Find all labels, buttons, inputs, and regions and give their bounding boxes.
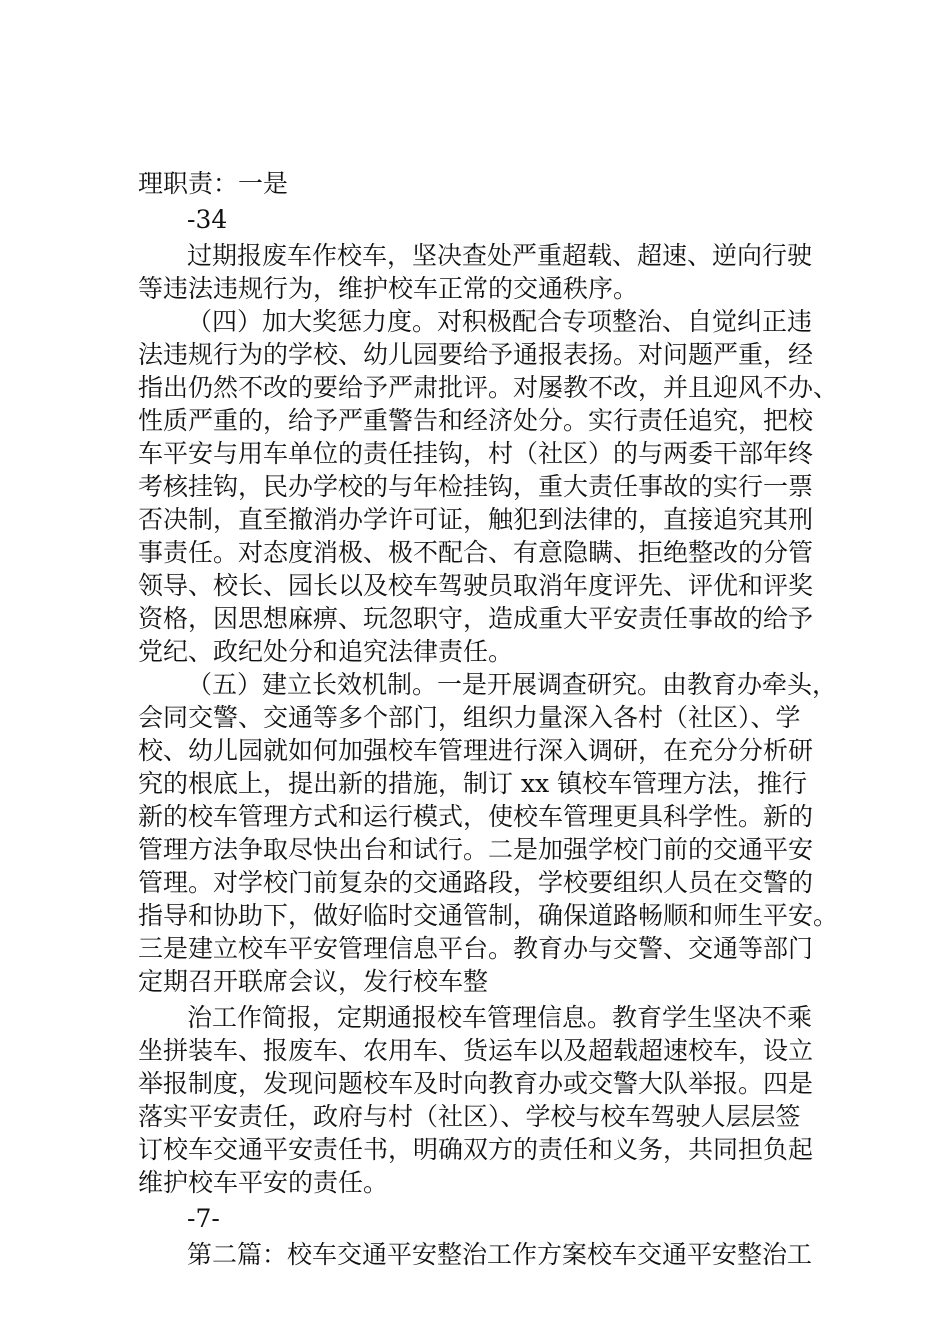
- text-line: 校、幼儿园就如何加强校车管理进行深入调研，在充分分析研: [138, 736, 814, 765]
- text-line: 指出仍然不改的要给予严肃批评。对屡教不改，并且迎风不办、: [138, 373, 839, 402]
- text-line: 事责任。对态度消极、极不配合、有意隐瞒、拒绝整改的分管: [138, 538, 814, 567]
- text-line: 党纪、政纪处分和追究法律责任。: [138, 637, 514, 666]
- text-line: 过期报废车作校车，坚决查处严重超载、超速、逆向行驶: [187, 241, 813, 270]
- text-line: 究的根底上，提出新的措施，制订 xx 镇校车管理方法，推行: [138, 769, 808, 798]
- text-line: 否决制，直至撤消办学许可证，触犯到法律的，直接追究其刑: [138, 505, 814, 534]
- text-line: 定期召开联席会议，发行校车整: [138, 967, 489, 996]
- section-title-line: 第二篇：校车交通平安整治工作方案校车交通平安整治工: [187, 1240, 813, 1269]
- text-line: 三是建立校车平安管理信息平台。教育办与交警、交通等部门: [138, 934, 814, 963]
- text-line: 等违法违规行为，维护校车正常的交通秩序。: [138, 274, 639, 303]
- text-line: 性质严重的，给予严重警告和经济处分。实行责任追究，把校: [138, 406, 814, 435]
- text-line: 坐拼装车、报废车、农用车、货运车以及超载超速校车，设立: [138, 1036, 814, 1065]
- text-line: 举报制度，发现问题校车及时向教育办或交警大队举报。四是: [138, 1069, 814, 1098]
- text-line: 维护校车平安的责任。: [138, 1168, 389, 1197]
- paragraph-heading-line: （五）建立长效机制。一是开展调查研究。由教育办牵头，: [187, 670, 838, 699]
- text-line: 理职责：一是: [138, 169, 289, 198]
- text-line: 法违规行为的学校、幼儿园要给予通报表扬。对问题严重，经: [138, 340, 814, 369]
- text-line: 领导、校长、园长以及校车驾驶员取消年度评先、评优和评奖: [138, 571, 814, 600]
- page-number: -7-: [187, 1204, 220, 1233]
- text-line: 会同交警、交通等多个部门，组织力量深入各村（社区）、学: [138, 703, 801, 732]
- paragraph-heading-line: （四）加大奖惩力度。对积极配合专项整治、自觉纠正违: [187, 307, 813, 336]
- text-line: 考核挂钩，民办学校的与年检挂钩，重大责任事故的实行一票: [138, 472, 814, 501]
- page-number: -34: [187, 205, 228, 234]
- text-line: 订校车交通平安责任书，明确双方的责任和义务，共同担负起: [138, 1135, 814, 1164]
- text-line: 治工作简报，定期通报校车管理信息。教育学生坚决不乘: [187, 1003, 813, 1032]
- text-line: 资格，因思想麻痹、玩忽职守，造成重大平安责任事故的给予: [138, 604, 814, 633]
- text-line: 管理。对学校门前复杂的交通路段，学校要组织人员在交警的: [138, 868, 814, 897]
- text-line: 车平安与用车单位的责任挂钩，村（社区）的与两委干部年终: [138, 439, 814, 468]
- text-line: 新的校车管理方式和运行模式，使校车管理更具科学性。新的: [138, 802, 814, 831]
- text-line: 管理方法争取尽快出台和试行。二是加强学校门前的交通平安: [138, 835, 814, 864]
- text-line: 落实平安责任，政府与村（社区）、学校与校车驾驶人层层签: [138, 1102, 801, 1131]
- text-line: 指导和协助下，做好临时交通管制，确保道路畅顺和师生平安。: [138, 901, 839, 930]
